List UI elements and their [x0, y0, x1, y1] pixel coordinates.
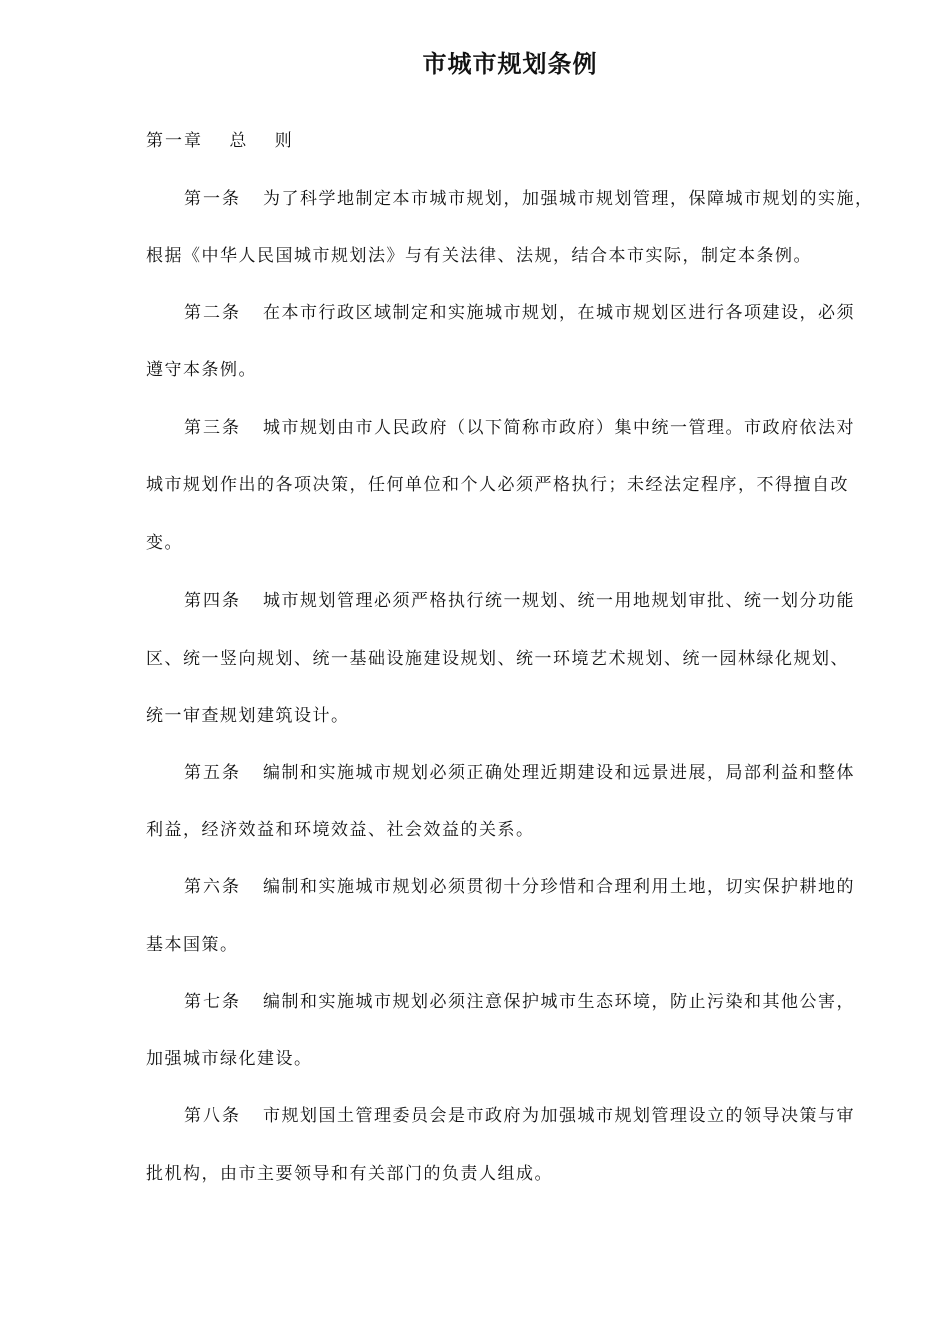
article-6-continuation: 基本国策。 — [146, 935, 239, 955]
article-6-first-line — [184, 872, 855, 897]
article-8-continuation: 批机构，由市主要领导和有关部门的负责人组成。 — [146, 1164, 553, 1184]
article-4-continuation: 统一审查规划建筑设计。 — [146, 706, 350, 726]
article-1-continuation: 根据《中华人民国城市规划法》与有关法律、法规，结合本市实际，制定本条例。 — [146, 246, 812, 266]
article-number: 第七条 — [184, 992, 241, 1012]
article-1-first-line — [184, 184, 874, 209]
article-text: 为了科学地制定本市城市规划，加强城市规划管理，保障城市规划的实施， — [263, 189, 874, 209]
article-number: 第六条 — [184, 877, 241, 897]
article-7-continuation: 加强城市绿化建设。 — [146, 1049, 313, 1069]
article-number: 第八条 — [184, 1106, 241, 1126]
article-8-first-line — [184, 1101, 855, 1126]
article-5-continuation: 利益，经济效益和环境效益、社会效益的关系。 — [146, 820, 535, 840]
article-number: 第五条 — [184, 763, 241, 783]
article-4-first-line — [184, 586, 855, 611]
article-3-first-line — [184, 413, 855, 438]
article-text: 编制和实施城市规划必须正确处理近期建设和远景进展，局部利益和整体 — [263, 763, 855, 783]
article-text: 编制和实施城市规划必须注意保护城市生态环境，防止污染和其他公害， — [263, 992, 855, 1012]
article-number: 第四条 — [184, 591, 241, 611]
document-title: 市城市规划条例 — [422, 49, 598, 78]
article-text: 市规划国土管理委员会是市政府为加强城市规划管理设立的领导决策与审 — [263, 1106, 855, 1126]
article-2-continuation: 遵守本条例。 — [146, 360, 257, 380]
article-text: 编制和实施城市规划必须贯彻十分珍惜和合理利用土地，切实保护耕地的 — [263, 877, 855, 897]
article-4-continuation: 区、统一竖向规划、统一基础设施建设规划、统一环境艺术规划、统一园林绿化规划、 — [146, 649, 849, 669]
article-text: 在本市行政区域制定和实施城市规划，在城市规划区进行各项建设，必须 — [263, 303, 855, 323]
article-number: 第三条 — [184, 418, 241, 438]
article-text: 城市规划由市人民政府（以下简称市政府）集中统一管理。市政府依法对 — [263, 418, 855, 438]
article-number: 第一条 — [184, 189, 241, 209]
article-3-continuation: 变。 — [146, 533, 183, 553]
article-number: 第二条 — [184, 303, 241, 323]
article-2-first-line — [184, 298, 855, 323]
article-text: 城市规划管理必须严格执行统一规划、统一用地规划审批、统一划分功能 — [263, 591, 855, 611]
chapter-heading: 第一章 总 则 — [146, 131, 294, 151]
article-7-first-line — [184, 987, 855, 1012]
article-5-first-line — [184, 758, 855, 783]
article-3-continuation: 城市规划作出的各项决策，任何单位和个人必须严格执行；未经法定程序，不得擅自改 — [146, 475, 849, 495]
